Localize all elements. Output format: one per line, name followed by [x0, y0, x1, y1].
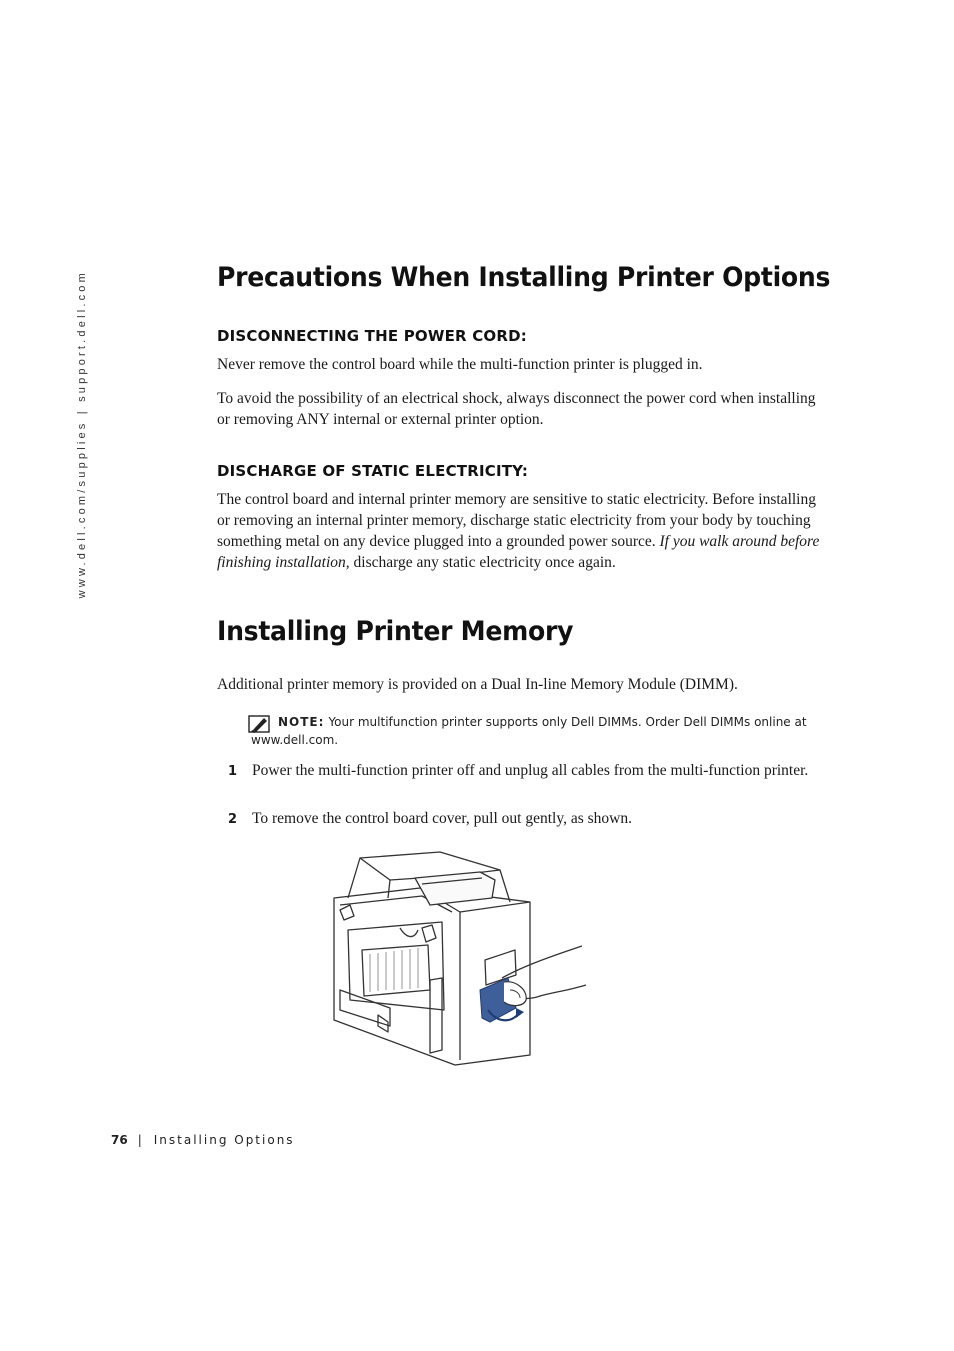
- paragraph-power-cord-1: Never remove the control board while the multi-function printer is plugged in.: [217, 356, 703, 373]
- note-label: NOTE:: [278, 715, 325, 729]
- page-number: 76: [111, 1133, 128, 1147]
- subheading-power-cord: DISCONNECTING THE POWER CORD:: [217, 327, 527, 345]
- step-text: To remove the control board cover, pull out gently, as shown.: [252, 810, 632, 827]
- note-box: [251, 713, 831, 749]
- section-title-precautions: Precautions When Installing Printer Options: [217, 262, 831, 293]
- paragraph-memory-intro: Additional printer memory is provided on a Dual In-line Memory Module (DIMM).: [217, 676, 738, 693]
- subheading-static: DISCHARGE OF STATIC ELECTRICITY:: [217, 462, 529, 480]
- footer-section: Installing Options: [153, 1133, 295, 1147]
- paragraph-static: [217, 489, 827, 573]
- paragraph-static-start: The control board and internal printer memory are sensitive to static electricity. Before installing or removing an internal printer memory, discharge static electricity from your body by touching something metal on any device plugged into a grounded power source.: [217, 491, 816, 550]
- page-footer: [111, 1133, 295, 1147]
- step-number: 2: [228, 812, 238, 827]
- step-number: 1: [228, 764, 238, 779]
- printer-control-board-cover-illustration: [330, 850, 590, 1070]
- section-title-memory: Installing Printer Memory: [217, 616, 574, 647]
- paragraph-static-end: discharge any static electricity once again.: [349, 554, 616, 571]
- note-text: Your multifunction printer supports only Dell DIMMs. Order Dell DIMMs online at www.dell.com.: [251, 715, 807, 747]
- footer-separator: |: [137, 1133, 142, 1147]
- step-text: Power the multi-function printer off and unplug all cables from the multi-function printer.: [252, 762, 809, 779]
- paragraph-static-italic: If you walk around before finishing installation,: [217, 533, 820, 571]
- paragraph-power-cord-2: To avoid the possibility of an electrical shock, always disconnect the power cord when installing or removing ANY internal or external printer option.: [217, 390, 816, 428]
- side-url: www.dell.com/supplies | support.dell.com: [76, 270, 88, 599]
- note-pencil-icon: [248, 715, 270, 733]
